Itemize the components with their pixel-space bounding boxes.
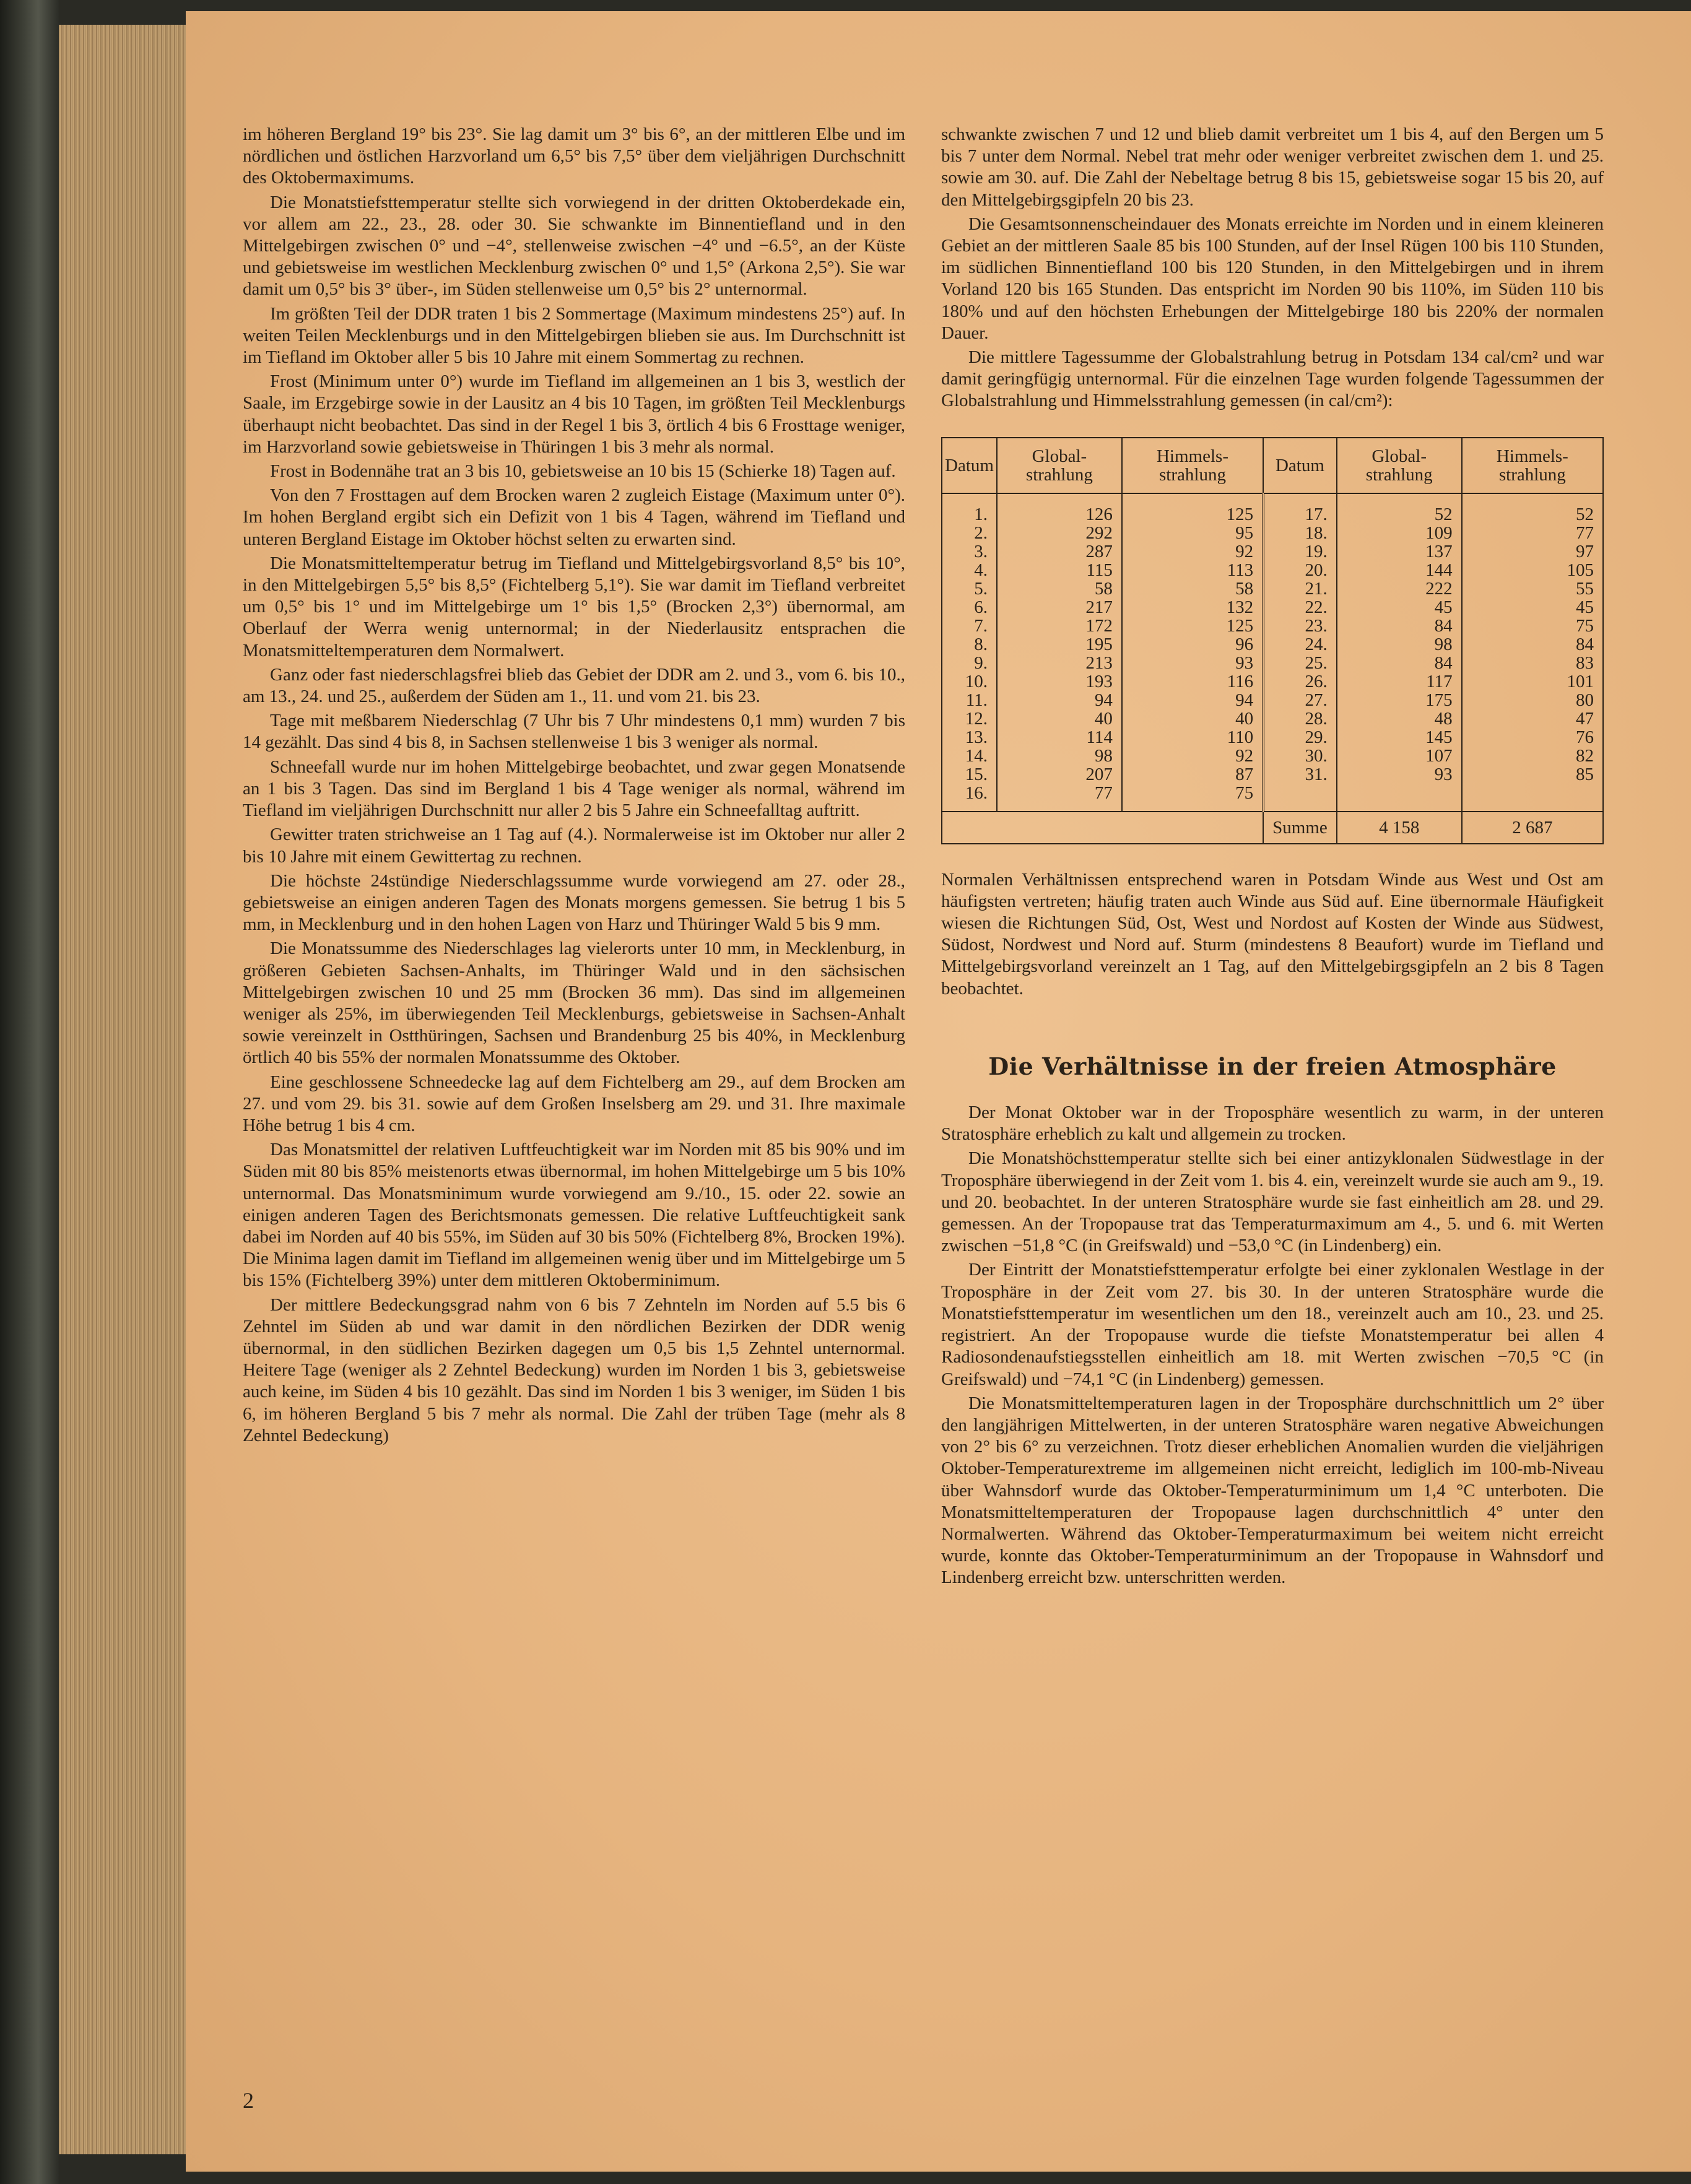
table-cell: 213 <box>997 654 1122 672</box>
paragraph: Der mittlere Bedeckungsgrad nahm von 6 bis 7 Zehnteln im Norden auf 5.5 bis 6 Zehntel im Süden ab und war damit in den nördlichen Bezirken der DDR wenig übernormal, in den südlichen Bezirken dagegen um 0,5 bis 1,5 Zehntel unternormal. Heitere Tage (weniger als 2 Zehntel Bedeckung) wurden im Norden 1 bis 3, gebietsweise auch keine, im Süden 4 bis 10 gezählt. Das sind im Norden 1 bis 3 weniger, im Süden 1 bis 6, im höheren Bergland 5 bis 7 mehr als normal. Die Zahl der trüben Tage (mehr als 8 Zehntel Bedeckung) <box>243 1294 905 1445</box>
table-cell: 77 <box>1462 524 1603 542</box>
paragraph: Die höchste 24stündige Niederschlagssumme wurde vorwiegend am 27. oder 28., gebietsweise an einigen anderen Tagen des Monats morgens gemessen. Sie betrug 1 bis 5 mm, in Mecklenburg und in den hohen Lagen von Harz und Thüringer Wald 5 bis 9 mm. <box>243 870 905 935</box>
table-cell: 98 <box>997 747 1122 765</box>
table-cell: 87 <box>1122 765 1263 784</box>
table-cell: 101 <box>1462 672 1603 691</box>
paragraph: Schneefall wurde nur im hohen Mittelgebirge beobachtet, und zwar gegen Monatsende an 1 bis 3 Tagen. Das sind im Bergland 1 bis 4 Tage weniger als normal, während im Tiefland im vieljährigen Durchschnitt nur aller 2 bis 5 Jahre ein Schneefalltag auftritt. <box>243 756 905 821</box>
table-cell: 75 <box>1462 617 1603 635</box>
table-cell: 48 <box>1337 709 1462 728</box>
paragraph: Frost in Bodennähe trat an 3 bis 10, gebietsweise an 10 bis 15 (Schierke 18) Tagen auf. <box>270 461 896 482</box>
table-cell: 24. <box>1263 635 1337 654</box>
table-cell: 2. <box>942 524 997 542</box>
table-cell: 96 <box>1122 635 1263 654</box>
table-row <box>942 617 1603 635</box>
paragraph: Die Gesamtsonnenscheindauer des Monats erreichte im Norden und in einem kleineren Gebiet an der mittleren Saale 85 bis 100 Stunden, auf der Insel Rügen 100 bis 110 Stunden, im südlichen Binnentiefland 100 bis 120 Stunden, in den Mittelgebirgen und in ihrem Vorland 120 bis 165 Stunden. Das entspricht im Norden 90 bis 110%, im Süden 110 bis 180% und auf den höchsten Erhebungen der Mittelgebirge 180 bis 220% der normalen Dauer. <box>941 214 1604 343</box>
paragraph: Die Monatssumme des Niederschlages lag vielerorts unter 10 mm, in Mecklenburg, in größeren Gebieten Sachsen-Anhalts, im Thüringer Wald und in den sächsischen Mittelgebirgen zwischen 10 und 25 mm (Brocken 36 mm). Das sind im allgemeinen weniger als 25%, im überwiegenden Teil Mecklenburgs, gebietsweise in Sachsen-Anhalt sowie vereinzelt in Ostthüringen, Sachsen und Brandenburg 25 bis 40%, in Mecklenburg örtlich 40 bis 55% der normalen Monatssumme des Oktober. <box>243 938 905 1068</box>
table-cell: 76 <box>1462 728 1603 747</box>
table-row <box>942 524 1603 542</box>
left-column <box>243 124 905 1449</box>
table-cell: 116 <box>1122 672 1263 691</box>
table-cell: 26. <box>1263 672 1337 691</box>
paragraph: Die Monatsmitteltemperatur betrug im Tiefland und Mittelgebirgsvorland 8,5° bis 10°, in den Mittelgebirgen 5,5° bis 8,5° (Fichtelberg 5,1°). Sie war damit im Tiefland verbreitet um 0,5° bis 1° und im Mittelgebirge um 1° bis 1,5° (Brocken 2,3°) übernormal, am Oberlauf der Werra wenig unternormal; in der Niederlausitz entsprachen die Monatsmitteltemperaturen dem Normalwert. <box>243 553 905 661</box>
table-cell: 5. <box>942 579 997 598</box>
table-cell: 207 <box>997 765 1122 784</box>
table-cell: 82 <box>1462 747 1603 765</box>
table-cell <box>1462 784 1603 812</box>
table-row <box>942 728 1603 747</box>
table-cell: 132 <box>1122 598 1263 617</box>
table-cell: 40 <box>997 709 1122 728</box>
sum-himmel: 2 687 <box>1462 812 1603 844</box>
table-cell: 3. <box>942 542 997 561</box>
table-row <box>942 784 1603 812</box>
table-cell: 77 <box>997 784 1122 812</box>
table-row <box>942 654 1603 672</box>
table-cell: 125 <box>1122 617 1263 635</box>
table-row <box>942 493 1603 524</box>
table-row <box>942 598 1603 617</box>
table-cell: 4. <box>942 561 997 579</box>
paragraph: Die Monatsmitteltemperaturen lagen in der Troposphäre durchschnittlich um 2° über den langjährigen Mittelwerten, in der unteren Stratosphäre waren negative Abweichungen von 2° bis 6° zu verzeichnen. Trotz dieser erheblichen Anomalien wurden die vieljährigen Oktober-Temperaturextreme im allgemeinen nicht erreicht, lediglich im 100-mb-Niveau über Wahnsdorf wurde das Oktober-Temperaturminimum um 1,4 °C unterboten. Die Monatsmitteltemperaturen der Tropopause lagen durchschnittlich 4° unter den Normalwerten. Während das Oktober-Temperaturmaximum bei weitem nicht erreicht wurde, konnte das Oktober-Temperaturminimum an der Tropopause in Wahnsdorf und Lindenberg erreicht bzw. unterschritten werden. <box>941 1393 1604 1588</box>
paragraph: im höheren Bergland 19° bis 23°. Sie lag damit um 3° bis 6°, an der mittleren Elbe und im nördlichen und östlichen Harzvorland um 6,5° bis 7,5° über dem vieljährigen Durchschnitt des Oktobermaximums. <box>243 124 905 188</box>
table-cell: 47 <box>1462 709 1603 728</box>
table-cell: 6. <box>942 598 997 617</box>
table-cell: 114 <box>997 728 1122 747</box>
sum-global: 4 158 <box>1337 812 1462 844</box>
table-header-row <box>942 438 1603 493</box>
paragraph: schwankte zwischen 7 und 12 und blieb damit verbreitet um 1 bis 4, auf den Bergen um 5 bis 7 unter dem Normal. Nebel trat mehr oder weniger verbreitet zwischen dem 1. und 25. sowie am 30. auf. Die Zahl der Nebeltage betrug 8 bis 15, gebietsweise sogar 15 bis 20, auf den Mittelgebirgsgipfeln 20 bis 23. <box>941 124 1604 210</box>
column-header: Global-strahlung <box>1337 438 1462 493</box>
table-row <box>942 691 1603 709</box>
table-cell: 217 <box>997 598 1122 617</box>
table-cell: 92 <box>1122 747 1263 765</box>
paragraph: Der Eintritt der Monatstiefsttemperatur erfolgte bei einer zyklonalen Westlage in der Troposphäre in der Zeit vom 27. bis 30. In der unteren Stratosphäre wurde die Monatstiefsttemperatur im wesentlichen um den 18., vereinzelt auch am 10., 23. und 25. registriert. An der Tropopause wurde die tiefste Monatstemperatur bei allen 4 Radiosondenaufstiegsstellen einheitlich am 18. mit Werten zwischen −70,5 °C (in Greifswald) und −74,1 °C (in Lindenberg) gemessen. <box>941 1260 1604 1389</box>
table-cell: 45 <box>1462 598 1603 617</box>
paragraph: Die Monatshöchsttemperatur stellte sich bei einer antizyklonalen Südwestlage in der Troposphäre überwiegend in der Zeit vom 1. bis 4. ein, vereinzelt wurde sie auch am 9., 19. und 20. beobachtet. In der unteren Stratosphäre wurde sie fast einheitlich am 28. und 29. gemessen. An der Tropopause trat das Temperaturmaximum am 4., 5. und 6. mit Werten zwischen −51,8 °C (in Greifswald) und −53,0 °C (in Lindenberg) ein. <box>941 1148 1604 1256</box>
table-cell: 58 <box>1122 579 1263 598</box>
table-cell: 30. <box>1263 747 1337 765</box>
table-cell: 52 <box>1462 493 1603 524</box>
table-cell: 14. <box>942 747 997 765</box>
table-cell: 94 <box>997 691 1122 709</box>
table-cell: 115 <box>997 561 1122 579</box>
table-cell: 40 <box>1122 709 1263 728</box>
column-header: Datum <box>1263 438 1337 493</box>
paragraph: Normalen Verhältnissen entsprechend waren in Potsdam Winde aus West und Ost am häufigsten vertreten; häufig traten auch Winde aus Süd auf. Eine übernormale Häufigkeit wiesen die Richtungen Süd, Ost, West und Nordost auf Kosten der Winde aus Südwest, Südost, Nordwest und Nord auf. Sturm (mindestens 8 Beaufort) wurde im Tiefland und Mittelgebirgsvorland vereinzelt an 1 Tag, auf den Mittelgebirgsgipfeln an 2 bis 8 Tagen beobachtet. <box>941 869 1604 999</box>
paragraph: Im größten Teil der DDR traten 1 bis 2 Sommertage (Maximum mindestens 25°) auf. In weiten Teilen Mecklenburgs und in den Mittelgebirgen blieben sie aus. Im Durchschnitt ist im Tiefland im Oktober aller 5 bis 10 Jahre mit einem Sommertag zu rechnen. <box>243 303 905 368</box>
table-cell: 93 <box>1122 654 1263 672</box>
table-cell: 19. <box>1263 542 1337 561</box>
table-cell: 80 <box>1462 691 1603 709</box>
table-cell: 45 <box>1337 598 1462 617</box>
paragraph: Tage mit meßbarem Niederschlag (7 Uhr bis 7 Uhr mindestens 0,1 mm) wurden 7 bis 14 gezählt. Das sind 4 bis 8, in Sachsen stellenweise 1 bis 3 weniger als normal. <box>243 711 905 753</box>
paragraph: Frost (Minimum unter 0°) wurde im Tiefland im allgemeinen an 1 bis 3, westlich der Saale, im Erzgebirge sowie in der Lausitz an 4 bis 10 Tagen, im größten Teil Mecklenburgs überhaupt nicht beobachtet. Das sind in der Regel 1 bis 3, örtlich 4 bis 6 Frosttage weniger, im Harzvorland sowie gebietsweise in Thüringen 1 bis 3 mehr als normal. <box>243 371 905 457</box>
table-cell: 137 <box>1337 542 1462 561</box>
table-cell <box>1263 784 1337 812</box>
table-row <box>942 747 1603 765</box>
table-cell: 18. <box>1263 524 1337 542</box>
table-cell: 287 <box>997 542 1122 561</box>
table-cell: 117 <box>1337 672 1462 691</box>
book-binding <box>0 0 59 2184</box>
table-cell: 52 <box>1337 493 1462 524</box>
radiation-table <box>941 437 1604 844</box>
paragraph: Die mittlere Tagessumme der Globalstrahlung betrug in Potsdam 134 cal/cm² und war damit geringfügig unternormal. Für die einzelnen Tage wurden folgende Tagessummen der Globalstrahlung und Himmelsstrahlung gemessen (in cal/cm²): <box>941 347 1604 411</box>
table-cell: 94 <box>1122 691 1263 709</box>
paragraph: Ganz oder fast niederschlagsfrei blieb das Gebiet der DDR am 2. und 3., vom 6. bis 10., am 13., 24. und 25., außerdem der Süden am 1., 11. und vom 21. bis 23. <box>243 664 905 707</box>
table-cell: 15. <box>942 765 997 784</box>
paragraph: Die Monatstiefsttemperatur stellte sich vorwiegend in der dritten Oktoberdekade ein, vor allem am 22., 23., 28. oder 30. Sie schwankte im Binnentiefland und in den Mittelgebirgen zwischen 0° und −4°, stellenweise zwischen −4° und −6.5°, an der Küste und gebietsweise im westlichen Mecklenburg zwischen 0° und 1,5° (Arkona 2,5°). Sie war damit um 0,5° bis 3° über-, im Süden stellenweise um 0,5° bis 2° unternormal. <box>243 192 905 300</box>
table-cell: 95 <box>1122 524 1263 542</box>
table-cell: 105 <box>1462 561 1603 579</box>
table-cell: 27. <box>1263 691 1337 709</box>
page-edges <box>59 25 201 2154</box>
paragraph: Das Monatsmittel der relativen Luftfeuchtigkeit war im Norden mit 85 bis 90% und im Süden mit 80 bis 85% meistenorts etwas übernormal, im hohen Mittelgebirge um 5 bis 10% unternormal. Das Monatsminimum wurde vorwiegend am 9./10., 15. oder 22. sowie an einigen anderen Tagen des Berichtsmonats gemessen. Die relative Luftfeuchtigkeit sank dabei im Norden auf 40 bis 55%, im Süden auf 30 bis 50% (Fichtelberg 8%, Brocken 19%). Die Minima lagen damit im Tiefland im allgemeinen wenig über und im Mittelgebirge um 5 bis 15% (Fichtelberg 39%) unter dem mittleren Oktoberminimum. <box>243 1140 905 1291</box>
table-cell: 55 <box>1462 579 1603 598</box>
table-cell: 110 <box>1122 728 1263 747</box>
table-cell: 10. <box>942 672 997 691</box>
table-blank-cell <box>942 812 1263 844</box>
table-cell: 144 <box>1337 561 1462 579</box>
table-row <box>942 561 1603 579</box>
table-cell: 145 <box>1337 728 1462 747</box>
table-cell: 8. <box>942 635 997 654</box>
table-row <box>942 672 1603 691</box>
table-cell: 17. <box>1263 493 1337 524</box>
table-cell: 23. <box>1263 617 1337 635</box>
table-cell: 7. <box>942 617 997 635</box>
column-header: Global-strahlung <box>997 438 1122 493</box>
table-body <box>942 493 1603 844</box>
table-cell: 29. <box>1263 728 1337 747</box>
table-cell: 113 <box>1122 561 1263 579</box>
right-column <box>941 124 1604 1592</box>
table-cell: 21. <box>1263 579 1337 598</box>
table-cell: 12. <box>942 709 997 728</box>
table-cell: 84 <box>1462 635 1603 654</box>
table-cell: 13. <box>942 728 997 747</box>
column-header: Himmels-strahlung <box>1462 438 1603 493</box>
table-row <box>942 765 1603 784</box>
sum-label: Summe <box>1263 812 1337 844</box>
table-cell: 193 <box>997 672 1122 691</box>
column-header: Datum <box>942 438 997 493</box>
section-heading: Die Verhältnisse in der freien Atmosphäre <box>988 1052 1557 1080</box>
table-cell: 58 <box>997 579 1122 598</box>
table-row <box>942 579 1603 598</box>
table-cell: 28. <box>1263 709 1337 728</box>
table-cell: 93 <box>1337 765 1462 784</box>
table-cell: 22. <box>1263 598 1337 617</box>
table-cell <box>1337 784 1462 812</box>
table-cell: 92 <box>1122 542 1263 561</box>
table-cell: 109 <box>1337 524 1462 542</box>
paragraph: Gewitter traten strichweise an 1 Tag auf (4.). Normalerweise ist im Oktober nur aller 2 bis 10 Jahre mit einem Gewittertag zu rechnen. <box>243 825 905 867</box>
table-cell: 195 <box>997 635 1122 654</box>
table-row <box>942 709 1603 728</box>
table-cell: 97 <box>1462 542 1603 561</box>
table-cell: 107 <box>1337 747 1462 765</box>
table-cell: 222 <box>1337 579 1462 598</box>
table-cell: 85 <box>1462 765 1603 784</box>
table-cell: 31. <box>1263 765 1337 784</box>
table-cell: 11. <box>942 691 997 709</box>
table-cell: 98 <box>1337 635 1462 654</box>
table-cell: 75 <box>1122 784 1263 812</box>
table-cell: 20. <box>1263 561 1337 579</box>
table-cell: 9. <box>942 654 997 672</box>
table-cell: 175 <box>1337 691 1462 709</box>
table-cell: 172 <box>997 617 1122 635</box>
table-cell: 1. <box>942 493 997 524</box>
table-cell: 25. <box>1263 654 1337 672</box>
table-row <box>942 635 1603 654</box>
column-header: Himmels-strahlung <box>1122 438 1263 493</box>
paragraph: Eine geschlossene Schneedecke lag auf dem Fichtelberg am 29., auf dem Brocken am 27. und vom 29. bis 31. sowie auf dem Großen Inselsberg am 29. und 31. Ihre maximale Höhe betrug 1 bis 4 cm. <box>243 1072 905 1135</box>
table-row <box>942 542 1603 561</box>
table-cell: 125 <box>1122 493 1263 524</box>
table-cell: 16. <box>942 784 997 812</box>
table-cell: 292 <box>997 524 1122 542</box>
table-cell: 126 <box>997 493 1122 524</box>
table-cell: 84 <box>1337 617 1462 635</box>
paragraph: Der Monat Oktober war in der Troposphäre wesentlich zu warm, in der unteren Stratosphäre erheblich zu kalt und allgemein zu trocken. <box>941 1103 1604 1145</box>
table-sum-row <box>942 812 1603 844</box>
table-cell: 83 <box>1462 654 1603 672</box>
page-number: 2 <box>243 2088 254 2113</box>
table-cell: 84 <box>1337 654 1462 672</box>
paragraph: Von den 7 Frosttagen auf dem Brocken waren 2 zugleich Eistage (Maximum unter 0°). Im hohen Bergland ergibt sich ein Defizit von 1 bis 4 Tagen, während im Tiefland und unteren Bergland Eistage im Oktober höchst selten zu erwarten sind. <box>243 485 905 549</box>
